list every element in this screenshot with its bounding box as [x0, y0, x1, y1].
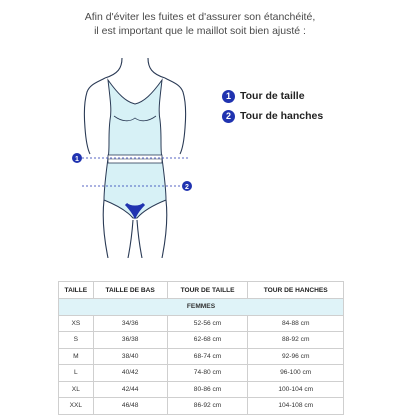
cell-hips: 92-96 cm [248, 348, 344, 365]
swimsuit-body [104, 80, 166, 218]
cell-waist: 74-80 cm [167, 365, 248, 382]
cell-waist: 52-56 cm [167, 315, 248, 332]
table-row [59, 398, 344, 415]
size-chart-table [58, 281, 344, 415]
table-row [59, 348, 344, 365]
section-row [59, 299, 344, 316]
legend-item-waist [222, 88, 323, 104]
table-row [59, 315, 344, 332]
legend-label-hips: Tour de hanches [240, 110, 324, 122]
intro-text [0, 10, 400, 38]
cell-bottom-size: 42/44 [93, 381, 167, 398]
intro-line-2: il est important que le maillot soit bien ajusté : [94, 25, 306, 37]
measurement-legend [222, 88, 323, 128]
cell-waist: 80-86 cm [167, 381, 248, 398]
legend-label-waist: Tour de taille [240, 90, 305, 102]
number-1-icon: 1 [222, 90, 235, 103]
cell-hips: 104-108 cm [248, 398, 344, 415]
cell-size: XL [59, 381, 94, 398]
table-row [59, 365, 344, 382]
header-tour-de-hanches: TOUR DE HANCHES [248, 282, 344, 299]
intro-line-1: Afin d'éviter les fuites et d'assurer son étanchéité, [84, 11, 316, 23]
table-row [59, 381, 344, 398]
cell-bottom-size: 46/48 [93, 398, 167, 415]
header-tour-de-taille: TOUR DE TAILLE [167, 282, 248, 299]
cell-size: L [59, 365, 94, 382]
cell-bottom-size: 34/36 [93, 315, 167, 332]
cell-hips: 100-104 cm [248, 381, 344, 398]
section-label: FEMMES [59, 299, 344, 316]
legend-item-hips [222, 108, 323, 124]
cell-hips: 88-92 cm [248, 332, 344, 349]
neck-outline [105, 58, 165, 78]
cell-bottom-size: 40/42 [93, 365, 167, 382]
cell-waist: 68-74 cm [167, 348, 248, 365]
marker-2-label: 2 [185, 184, 189, 191]
marker-1-label: 1 [75, 156, 79, 163]
cell-bottom-size: 36/38 [93, 332, 167, 349]
cell-size: M [59, 348, 94, 365]
number-2-icon: 2 [222, 110, 235, 123]
cell-waist: 62-68 cm [167, 332, 248, 349]
cell-waist: 86-92 cm [167, 398, 248, 415]
cell-hips: 96-100 cm [248, 365, 344, 382]
header-taille: TAILLE [59, 282, 94, 299]
cell-bottom-size: 38/40 [93, 348, 167, 365]
cell-size: XXL [59, 398, 94, 415]
cell-size: S [59, 332, 94, 349]
cell-size: XS [59, 315, 94, 332]
table-header-row [59, 282, 344, 299]
header-taille-de-bas: TAILLE DE BAS [93, 282, 167, 299]
cell-hips: 84-88 cm [248, 315, 344, 332]
table-row [59, 332, 344, 349]
body-figure-illustration [60, 58, 210, 258]
